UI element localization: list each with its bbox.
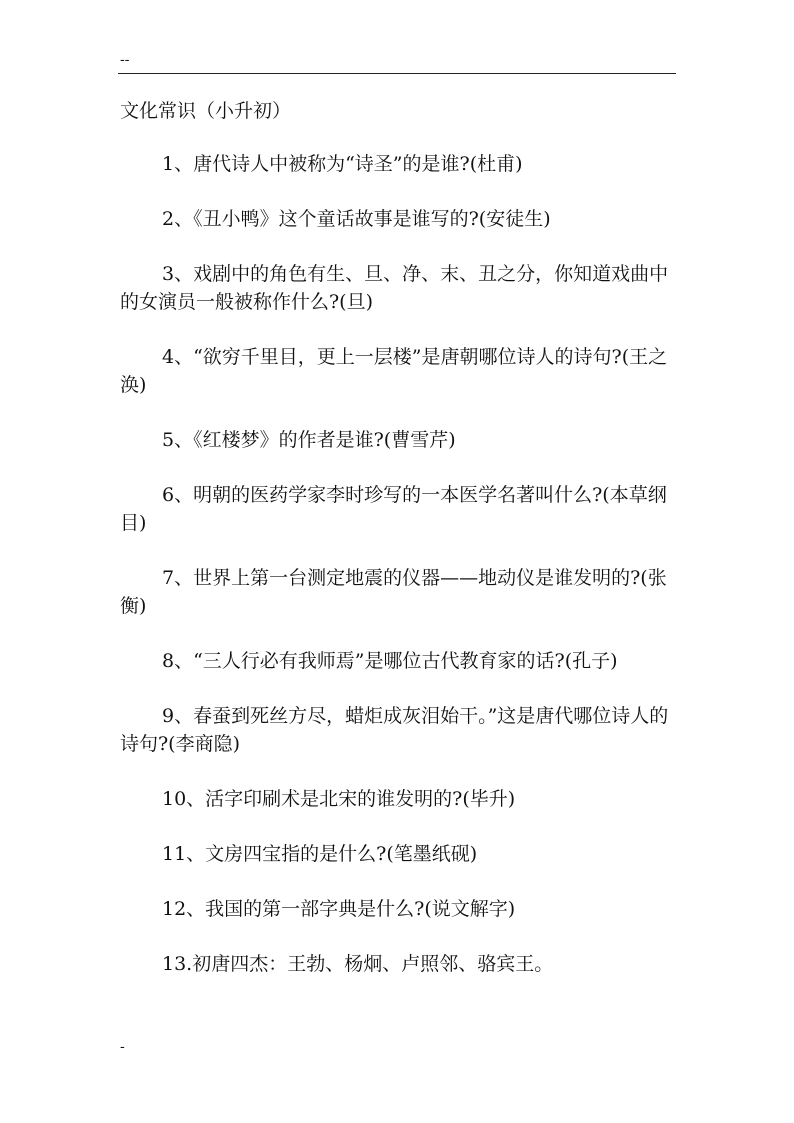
question-item-5: 5、《红楼梦》的作者是谁?(曹雪芹) <box>162 429 456 451</box>
question-item-9: 9、春蚕到死丝方尽，蜡炬成灰泪始干。”这是唐代哪位诗人的诗句?(李商隐) <box>120 705 669 755</box>
question-item-2: 2、《丑小鸭》这个童话故事是谁写的?(安徒生) <box>162 208 551 230</box>
question-item-10: 10、活字印刷术是北宋的谁发明的?(毕升) <box>162 788 516 810</box>
document-title: 文化常识（小升初） <box>120 100 292 122</box>
question-item-12: 12、我国的第一部字典是什么?(说文解字) <box>162 898 516 920</box>
header-rule <box>118 73 676 74</box>
question-item-11: 11、文房四宝指的是什么?(笔墨纸砚) <box>162 843 478 865</box>
question-item-6: 6、明朝的医药学家李时珍写的一本医学名著叫什么?(本草纲目) <box>120 484 667 534</box>
header-mark: -- <box>120 52 130 68</box>
question-item-7: 7、世界上第一台测定地震的仪器——地动仪是谁发明的?(张衡) <box>120 567 667 617</box>
question-item-1: 1、唐代诗人中被称为“诗圣”的是谁?(杜甫) <box>162 153 523 175</box>
question-item-8: 8、“三人行必有我师焉”是哪位古代教育家的话?(孔子) <box>162 650 618 672</box>
question-item-4: 4、“欲穷千里目，更上一层楼”是唐朝哪位诗人的诗句?(王之涣) <box>120 346 668 396</box>
question-item-13: 13.初唐四杰：王勃、杨炯、卢照邻、骆宾王。 <box>162 953 554 975</box>
question-item-3: 3、戏剧中的角色有生、旦、净、末、丑之分，你知道戏曲中的女演员一般被称作什么?(旦) <box>120 263 669 313</box>
footer-mark: - <box>120 1039 125 1055</box>
question-list <box>120 150 676 1005</box>
